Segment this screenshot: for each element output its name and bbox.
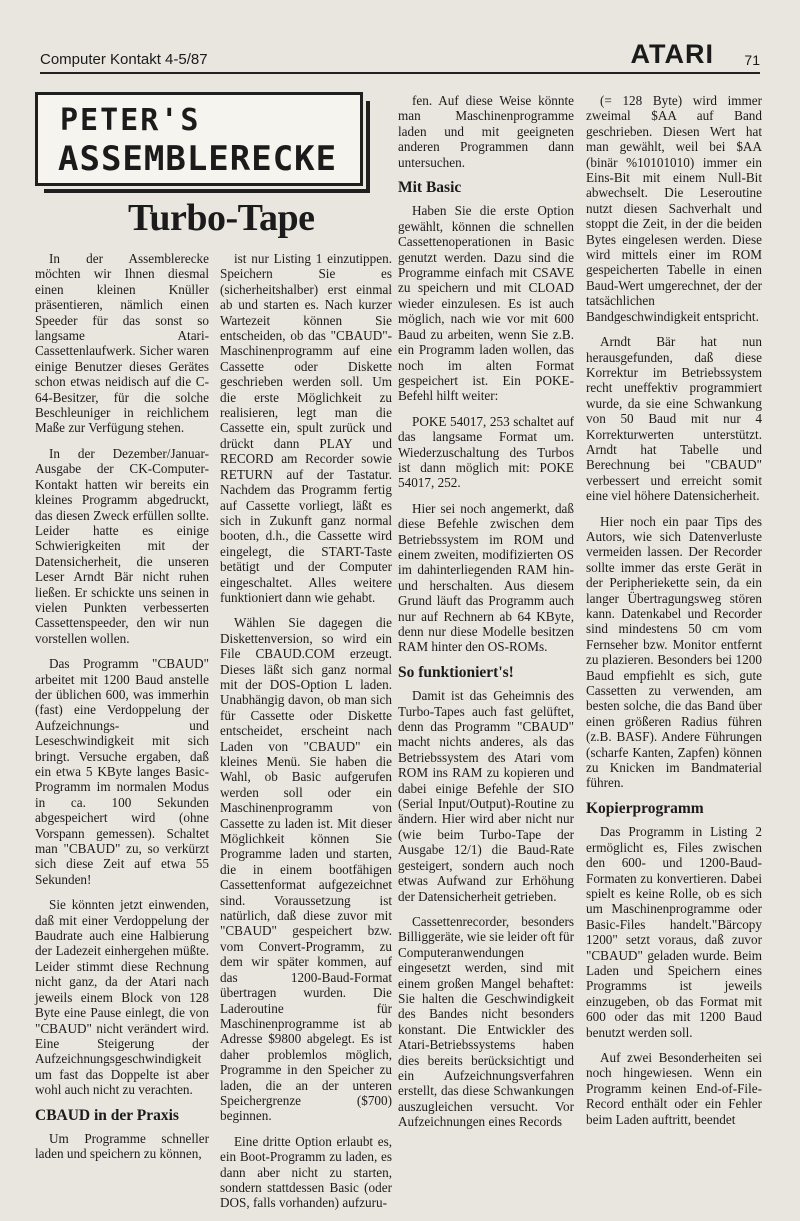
section-brand: ATARI xyxy=(630,39,714,69)
section-heading: Mit Basic xyxy=(398,179,462,197)
section-heading: CBAUD in der Praxis xyxy=(35,1106,179,1124)
paragraph: Damit ist das Geheimnis des Turbo-Tapes auch fast gelüftet, denn das Programm "CBAUD" macht nichts anderes, als das Betriebssystem des Atari vom ROM ins RAM zu kopieren und dabei einige Befehle der SIO (Serial Input/Output)-Routine zu ändern. Hier wird aber nicht nur (wie beim Turbo-Tape der Ausgabe 12/1) die Baud-Rate gesteigert, sondern auch noch etwas Aufwand zur Erhöhung der Datensicherheit getrieben. xyxy=(398,688,574,904)
paragraph: Auf zwei Besonderheiten sei noch hingewiesen. Wenn ein Programm keinen End-of-File-Record enthält oder ein Fehler beim Laden auftritt, beendet xyxy=(586,1049,762,1127)
paragraph: Das Programm "CBAUD" arbeitet mit 1200 Baud anstelle der üblichen 600, was immerhin (fast) eine Verdoppelung der Aufzeichnungs- und Leseschwindigkeit mit sich bringt. Versuche ergaben, daß ein etwa 5 KByte langes Basic-Programm im normalen Modus in ca. 100 Sekunden abgespeichert wird (ohne Vorspann gemessen). Schaltet man "CBAUD" zu, so verkürzt sich diese Zeit auf etwa 55 Sekunden! xyxy=(35,656,209,887)
page-number: 71 xyxy=(744,52,760,68)
paragraph: In der Assemblerecke möchten wir Ihnen diesmal einen kleinen Knüller präsentieren, nämlich einen Speeder für das sonst so langsame Atari-Cassettenlaufwerk. Sicher waren einige Benutzer dieses Gerätes schon etwas neidisch auf die C-64-Besitzer, für die solche Beschleuniger in reichlichem Maße zur Verfügung stehen. xyxy=(35,251,209,436)
logo-line-1: PETER'S xyxy=(60,103,201,138)
paragraph: Sie könnten jetzt einwenden, daß mit einer Verdoppelung der Baudrate auch eine Halbierung der Ladezeit einhergehen müßte. Leider stimmt diese Rechnung nicht ganz, da der Atari nach jeweils einem Block von 128 Byte eine Pause einlegt, die von "CBAUD" nicht verändert wird. Eine Steigerung der Aufzeichnungsgeschwindigkeit um fast das Doppelte ist aber wohl auch nicht zu verachten. xyxy=(35,897,209,1098)
paragraph: Hier sei noch angemerkt, daß diese Befehle zwischen dem Betriebssystem im ROM und einem zweiten, modifizierten OS im dahinterliegenden RAM hin- und herschalten. Aus diesem Grund läuft das Programm auch nur auf Rechnern ab 64 KByte, denn nur diese Modelle besitzen RAM hinter den OS-ROMs. xyxy=(398,500,574,655)
column-logo xyxy=(35,92,363,186)
paragraph: Wählen Sie dagegen die Diskettenversion, so wird ein File CBAUD.COM erzeugt. Dieses läßt sich ganz normal mit der DOS-Option L laden. Unabhängig davon, ob man sich für Cassette oder Diskette entscheidet, erscheint nach Laden von "CBAUD" ein kleines Menü. Sie haben die Wahl, ob Basic aufgerufen werden soll oder ein Maschinenprogramm von Cassette zu laden ist. Mit dieser Möglichkeit können Sie Programme laden und starten, die in einem bootfähigen Cassettenformat aufgezeichnet sind. Voraussetzung ist natürlich, daß diese zuvor mit "CBAUD" gespeichert bzw. vom Convert-Programm, zu dem wir später kommen, auf das 1200-Baud-Format übertragen wurden. Die Laderoutine für Maschinenprogramme ist ab Adresse $9800 abgelegt. Es ist daher problemlos möglich, Programme in den Speicher zu laden, die an der unteren Speichergrenze ($700) beginnen. xyxy=(220,615,392,1124)
section-heading: So funktioniert's! xyxy=(398,663,514,681)
paragraph: Eine dritte Option erlaubt es, ein Boot-Programm zu laden, es dann aber nicht zu starten, sondern stattdessen Basic (oder DOS, falls vorhanden) aufzuru- xyxy=(220,1133,392,1211)
paragraph: Um Programme schneller laden und speichern zu können, xyxy=(35,1130,209,1162)
text-column-2 xyxy=(220,251,392,1221)
logo-line-2: ASSEMBLERECKE xyxy=(58,139,338,179)
paragraph: Cassettenrecorder, besonders Billiggeräte, wie sie leider oft für Computeranwendungen eingesetzt werden, sind mit einem großen Mangel behaftet: Sie halten die Geschwindigkeit des Bandes nicht besonders konstant. Die Entwickler des Atari-Betriebssystems haben dies bereits berücksichtigt und ein Aufzeichnungsverfahren erstellt, das diese Schwankungen auszugleichen versucht. Vor Aufzeichnungen eines Records xyxy=(398,913,574,1130)
text-column-4 xyxy=(586,93,762,1137)
paragraph: (= 128 Byte) wird immer zweimal $AA auf Band geschrieben. Diesen Wert hat man gewählt, weil bei $AA (binär %10101010) immer ein Eins-Bit mit einem Null-Bit abwechselt. Die Leseroutine nutzt diesen Sachverhalt und stoppt die Zeit, in der die beiden Bytes eingelesen werden. Diese wird mittels einer im ROM gespeicherten Tabelle in einen Baud-Wert umgerechnet, der der tatsächlichen Bandgeschwindigkeit entspricht. xyxy=(586,93,762,324)
text-column-1 xyxy=(35,251,209,1172)
paragraph: fen. Auf diese Weise könnte man Maschinenprogramme laden und mit geeigneten anderen Programmen dann untersuchen. xyxy=(398,93,574,170)
paragraph: Hier noch ein paar Tips des Autors, wie sich Datenverluste vermeiden lassen. Der Recorder sollte immer das erste Gerät in der Peripheriekette sein, da ein langer Übertragungsweg stören kann. Datenkabel und Recorder sind mindestens 50 cm vom Fernseher bzw. Monitor entfernt zu plazieren. Besonders bei 1200 Baud empfiehlt es sich, gute Cassetten zu verwenden, am besten solche, die das Band über einen größeren Radius führen (z.B. BASF). Andere Führungen (scharfe Kanten, Zapfen) können zu Knicken im Bandmaterial führen. xyxy=(586,513,762,791)
section-heading: Kopierprogramm xyxy=(586,799,704,817)
paragraph: ist nur Listing 1 einzutippen. Speichern Sie es (sicherheitshalber) erst einmal ab und starten es. Nach kurzer Wartezeit können Sie entscheiden, ob das "CBAUD"-Maschinenprogramm auf eine Cassette oder Diskette geschrieben werden soll. Um die erste Möglichkeit zu realisieren, legt man die Cassette ein, spult zurück und drückt dann PLAY und RECORD am Recorder sowie RETURN auf der Tastatur. Nachdem das Programm fertig auf Cassette vorliegt, läßt es sich in Zukunft ganz normal booten, d.h., die Cassette wird eingelegt, die START-Taste betätigt und der Computer eingeschaltet. Alles weitere funktioniert dann wie gehabt. xyxy=(220,251,392,605)
article-title: Turbo-Tape xyxy=(128,197,315,239)
paragraph: Arndt Bär hat nun herausgefunden, daß diese Korrektur im Betriebssystem recht uneffektiv programmiert wurde, da sie eine Schwankung von 50 Baud mit nur 4 Korrekturwerten unterstützt. Arndt hat Tabelle und Berechnung bei "CBAUD" verbessert und erreicht somit eine viel höhere Datensicherheit. xyxy=(586,334,762,504)
paragraph: Das Programm in Listing 2 ermöglicht es, Files zwischen den 600- und 1200-Baud-Formaten zu konvertieren. Dabei spielt es keine Rolle, ob es sich um Maschinenprogramme oder Basic-Files handelt."Bärcopy 1200" setzt voraus, daß zuvor "CBAUD" geladen wurde. Beim Laden und Speichern eines Programms ist jeweils einzugeben, ob das Format mit 600 oder das mit 1200 Baud benutzt werden soll. xyxy=(586,824,762,1040)
paragraph: Haben Sie die erste Option gewählt, können die schnellen Cassettenoperationen in Basic genutzt werden. Dazu sind die Programme einfach mit CSAVE zu speichern und mit CLOAD wieder einzulesen. Es ist auch möglich, nach wie vor mit 600 Baud zu arbeiten, wenn Sie z.B. ein Programm laden wollen, das noch im alten Format gespeichert ist. Ein POKE-Befehl hilft weiter: xyxy=(398,203,574,404)
paragraph: POKE 54017, 253 schaltet auf das langsame Format um. Wiederzuschaltung des Turbos ist dann möglich mit: POKE 54017, 252. xyxy=(398,413,574,491)
journal-issue: Computer Kontakt 4-5/87 xyxy=(40,51,208,68)
paragraph: In der Dezember/Januar-Ausgabe der CK-Computer-Kontakt hatten wir bereits ein kleines Programm abgedruckt, das diesen Zweck erfüllen sollte. Leider hatte es einige Schwierigkeiten mit der Datensicherheit, die unseren Leser Arndt Bär nicht ruhen ließen. Er schickte uns seinen in vielen Punkten verbesserten Cassettenspeeder, den wir nun vorstellen wollen. xyxy=(35,445,209,646)
page-header xyxy=(40,39,760,74)
text-column-3 xyxy=(398,93,574,1140)
